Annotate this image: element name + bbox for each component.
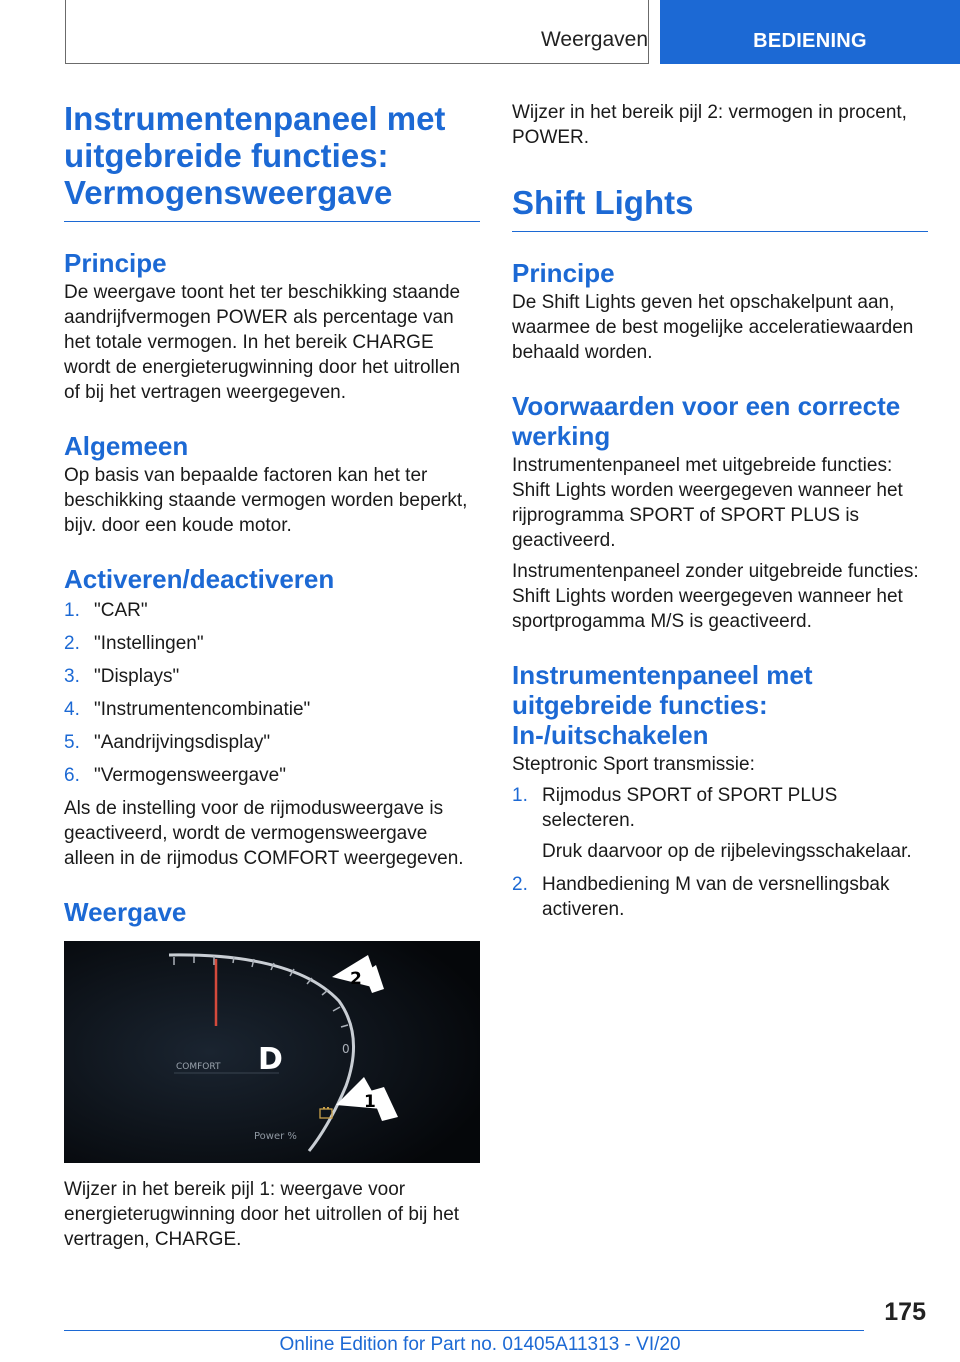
footer-rule	[64, 1330, 864, 1331]
text-inuit-intro: Steptronic Sport transmissie:	[512, 754, 755, 775]
step-text: "Aandrijvingsdisplay"	[94, 732, 271, 753]
step-text: "Instellingen"	[94, 633, 204, 654]
header-section-title: Weergaven	[540, 28, 648, 51]
figure-caption: Wijzer in het bereik pijl 1: weergave voor energieterugwinning door het uitrollen of bij het vertragen, CHARGE.	[64, 1179, 460, 1250]
step-text: Handbediening M van de versnellingsbak activeren.	[542, 874, 890, 920]
step-number: 4.	[64, 699, 80, 720]
heading-principe-shift: Principe	[512, 258, 615, 288]
footer-edition: Online Edition for Part no. 01405A11313 - VI/20	[279, 1334, 681, 1355]
mode-label: COMFORT	[176, 1062, 221, 1072]
chapter-label: BEDIENING	[753, 30, 867, 52]
step-subtext: Druk daarvoor op de rijbelevingsschakelaar.	[542, 841, 912, 862]
list-item	[64, 631, 480, 656]
step-number: 2.	[64, 633, 80, 654]
heading-activeren: Activeren/deactiveren	[64, 564, 335, 594]
text-activeren-note: Als de instelling voor de rijmodusweergave is geactiveerd, wordt de vermogensweergave alleen in de rijmodus COMFORT weergegeven.	[64, 798, 464, 869]
steps-inuit	[512, 783, 928, 922]
main-title: Instrumentenpaneel met uitgebreide functies: Vermogensweergave	[64, 100, 480, 222]
text-intro: Wijzer in het bereik pijl 2: vermogen in procent, POWER.	[512, 102, 907, 148]
text-voorwaarden-2: Instrumentenpaneel zonder uitgebreide functies: Shift Lights worden weergegeven wanneer het sportprogamma M/S is geactiveerd.	[512, 561, 919, 632]
left-column	[64, 100, 480, 1258]
cluster-illustration	[64, 941, 480, 1163]
steps-activeren	[64, 598, 480, 788]
title-shift-lights: Shift Lights	[512, 184, 928, 232]
text-voorwaarden-1: Instrumentenpaneel met uitgebreide functies: Shift Lights worden weergegeven wanneer het rijprogramma SPORT of SPORT PLUS is geactiveerd.	[512, 455, 903, 551]
step-text: Rijmodus SPORT of SPORT PLUS selecteren.	[542, 785, 838, 831]
right-column	[512, 100, 928, 930]
step-text: "CAR"	[94, 600, 148, 621]
instrument-cluster-figure	[64, 941, 480, 1163]
list-item	[512, 783, 928, 864]
text-principe-shift: De Shift Lights geven het opschakelpunt aan, waarmee de best mogelijke acceleratiewaarden behaald worden.	[512, 292, 914, 363]
heading-weergave: Weergave	[64, 897, 187, 927]
page-number: 175	[884, 1298, 926, 1326]
step-text: "Vermogensweergave"	[94, 765, 286, 786]
step-number: 3.	[64, 666, 80, 687]
text-principe: De weergave toont het ter beschikking staande aandrijfvermogen POWER als percentage van het totale vermogen. In het bereik CHARGE wordt de energieterugwinning door het uitrollen of bij het vertragen weergegeven.	[64, 282, 461, 403]
step-number: 2.	[512, 874, 528, 895]
list-item	[64, 763, 480, 788]
list-item	[64, 664, 480, 689]
heading-principe: Principe	[64, 248, 167, 278]
step-text: "Displays"	[94, 666, 180, 687]
zero-label: 0	[342, 1042, 350, 1056]
gear-indicator: D	[258, 1042, 283, 1077]
arrow-1-label: 1	[364, 1092, 376, 1112]
heading-inuit: Instrumentenpaneel met uitgebreide functies: In-/uitschakelen	[512, 660, 813, 750]
step-number: 5.	[64, 732, 80, 753]
step-number: 1.	[64, 600, 80, 621]
header-chapter-tab[interactable]	[660, 0, 960, 64]
list-item	[64, 730, 480, 755]
arrow-2-label: 2	[350, 969, 362, 989]
heading-algemeen: Algemeen	[64, 431, 189, 461]
step-text: "Instrumentencombinatie"	[94, 699, 311, 720]
step-number: 6.	[64, 765, 80, 786]
power-label: Power %	[254, 1131, 297, 1142]
list-item	[512, 872, 928, 922]
list-item	[64, 598, 480, 623]
heading-voorwaarden: Voorwaarden voor een correcte werking	[512, 391, 901, 451]
text-algemeen: Op basis van bepaalde factoren kan het ter beschikking staande vermogen worden beperkt, bijv. door een koude motor.	[64, 465, 468, 536]
step-number: 1.	[512, 785, 528, 806]
list-item	[64, 697, 480, 722]
